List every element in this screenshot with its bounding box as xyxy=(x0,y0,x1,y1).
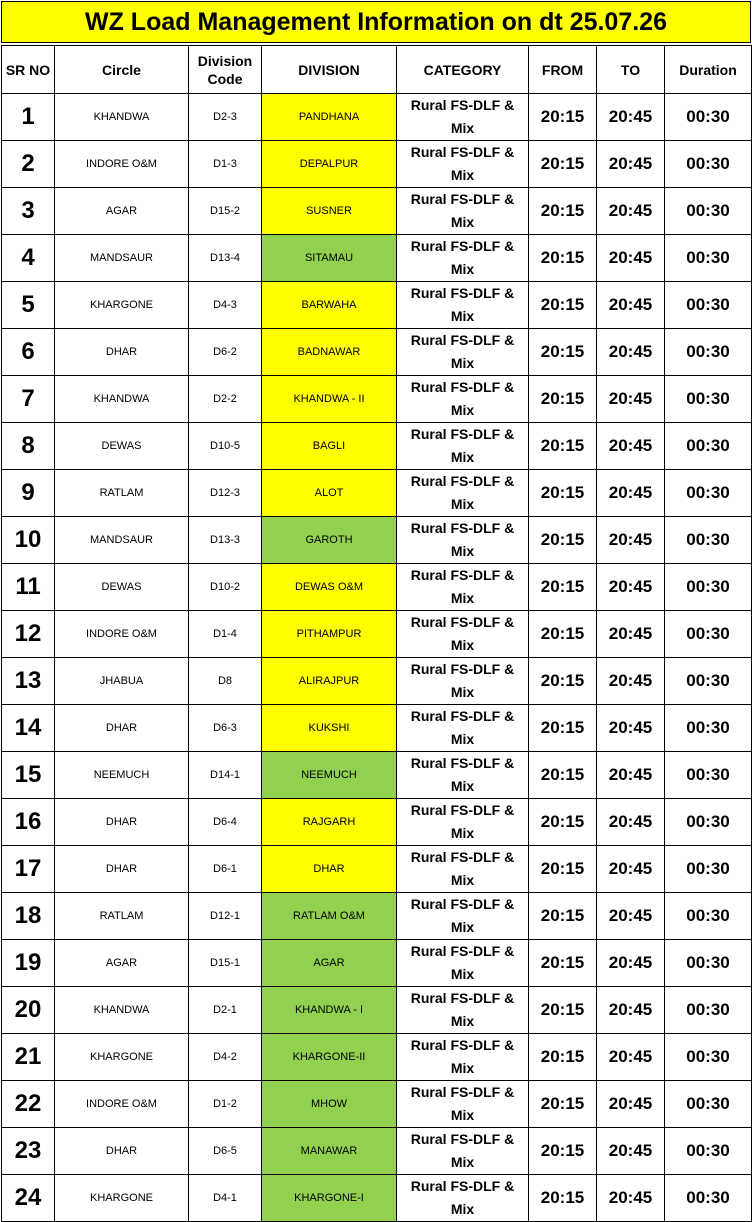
duration-cell: 00:30 xyxy=(665,611,752,658)
header-from: FROM xyxy=(529,46,597,94)
category-cell xyxy=(397,799,529,846)
header-circle: Circle xyxy=(55,46,189,94)
duration-cell: 00:30 xyxy=(665,1034,752,1081)
division-code-cell: D13-4 xyxy=(189,235,262,282)
to-time-cell: 20:45 xyxy=(597,705,665,752)
category-line2: Mix xyxy=(450,496,475,512)
circle-cell: DEWAS xyxy=(55,564,189,611)
category-line1: Rural FS-DLF & xyxy=(410,379,515,395)
duration-cell: 00:30 xyxy=(665,282,752,329)
header-division: DIVISION xyxy=(262,46,397,94)
sr-no-cell: 14 xyxy=(2,705,55,752)
table-row xyxy=(2,658,752,705)
table-row xyxy=(2,705,752,752)
category-line1: Rural FS-DLF & xyxy=(410,567,515,583)
table-row xyxy=(2,799,752,846)
division-code-cell: D1-3 xyxy=(189,141,262,188)
category-line2: Mix xyxy=(450,214,475,230)
category-line2: Mix xyxy=(450,919,475,935)
from-time-cell: 20:15 xyxy=(529,658,597,705)
division-code-cell: D8 xyxy=(189,658,262,705)
division-cell: PITHAMPUR xyxy=(262,611,397,658)
category-cell xyxy=(397,705,529,752)
from-time-cell: 20:15 xyxy=(529,987,597,1034)
duration-cell: 00:30 xyxy=(665,470,752,517)
table-row xyxy=(2,752,752,799)
category-line2: Mix xyxy=(450,1107,475,1123)
category-line2: Mix xyxy=(450,637,475,653)
from-time-cell: 20:15 xyxy=(529,470,597,517)
to-time-cell: 20:45 xyxy=(597,846,665,893)
division-code-cell: D6-2 xyxy=(189,329,262,376)
from-time-cell: 20:15 xyxy=(529,611,597,658)
category-line2: Mix xyxy=(450,308,475,324)
category-line2: Mix xyxy=(450,543,475,559)
division-code-cell: D15-1 xyxy=(189,940,262,987)
load-schedule-table xyxy=(1,45,752,1222)
table-row xyxy=(2,564,752,611)
sr-no-cell: 13 xyxy=(2,658,55,705)
category-line1: Rural FS-DLF & xyxy=(410,943,515,959)
category-line2: Mix xyxy=(450,1154,475,1170)
table-row xyxy=(2,940,752,987)
from-time-cell: 20:15 xyxy=(529,1034,597,1081)
category-cell xyxy=(397,235,529,282)
sr-no-cell: 15 xyxy=(2,752,55,799)
circle-cell: KHARGONE xyxy=(55,282,189,329)
to-time-cell: 20:45 xyxy=(597,893,665,940)
division-cell: GAROTH xyxy=(262,517,397,564)
header-division-code xyxy=(189,46,262,94)
table-row xyxy=(2,235,752,282)
to-time-cell: 20:45 xyxy=(597,611,665,658)
category-line1: Rural FS-DLF & xyxy=(410,144,515,160)
sr-no-cell: 24 xyxy=(2,1175,55,1222)
category-cell xyxy=(397,94,529,141)
division-code-cell: D4-3 xyxy=(189,282,262,329)
from-time-cell: 20:15 xyxy=(529,705,597,752)
division-cell: SUSNER xyxy=(262,188,397,235)
category-line2: Mix xyxy=(450,120,475,136)
to-time-cell: 20:45 xyxy=(597,940,665,987)
from-time-cell: 20:15 xyxy=(529,141,597,188)
category-line1: Rural FS-DLF & xyxy=(410,896,515,912)
category-line1: Rural FS-DLF & xyxy=(410,1178,515,1194)
category-cell xyxy=(397,987,529,1034)
sr-no-cell: 6 xyxy=(2,329,55,376)
category-line1: Rural FS-DLF & xyxy=(410,332,515,348)
circle-cell: KHARGONE xyxy=(55,1175,189,1222)
category-line2: Mix xyxy=(450,825,475,841)
table-row xyxy=(2,1175,752,1222)
duration-cell: 00:30 xyxy=(665,376,752,423)
sr-no-cell: 12 xyxy=(2,611,55,658)
division-cell: MANAWAR xyxy=(262,1128,397,1175)
category-line2: Mix xyxy=(450,1201,475,1217)
sr-no-cell: 23 xyxy=(2,1128,55,1175)
to-time-cell: 20:45 xyxy=(597,752,665,799)
division-code-cell: D12-1 xyxy=(189,893,262,940)
division-code-cell: D10-2 xyxy=(189,564,262,611)
table-row xyxy=(2,470,752,517)
from-time-cell: 20:15 xyxy=(529,1128,597,1175)
division-code-cell: D10-5 xyxy=(189,423,262,470)
table-row xyxy=(2,1034,752,1081)
category-cell xyxy=(397,470,529,517)
circle-cell: JHABUA xyxy=(55,658,189,705)
circle-cell: KHANDWA xyxy=(55,376,189,423)
category-cell xyxy=(397,376,529,423)
category-line1: Rural FS-DLF & xyxy=(410,1084,515,1100)
division-cell: AGAR xyxy=(262,940,397,987)
to-time-cell: 20:45 xyxy=(597,141,665,188)
division-cell: DEPALPUR xyxy=(262,141,397,188)
category-cell xyxy=(397,846,529,893)
circle-cell: MANDSAUR xyxy=(55,235,189,282)
category-line1: Rural FS-DLF & xyxy=(410,426,515,442)
sr-no-cell: 21 xyxy=(2,1034,55,1081)
category-cell xyxy=(397,141,529,188)
header-division-code-line2: Code xyxy=(207,70,243,87)
header-duration: Duration xyxy=(665,46,752,94)
table-row xyxy=(2,517,752,564)
table-row xyxy=(2,423,752,470)
division-cell: DHAR xyxy=(262,846,397,893)
from-time-cell: 20:15 xyxy=(529,1175,597,1222)
sr-no-cell: 20 xyxy=(2,987,55,1034)
to-time-cell: 20:45 xyxy=(597,282,665,329)
sr-no-cell: 9 xyxy=(2,470,55,517)
duration-cell: 00:30 xyxy=(665,188,752,235)
division-code-cell: D12-3 xyxy=(189,470,262,517)
to-time-cell: 20:45 xyxy=(597,658,665,705)
to-time-cell: 20:45 xyxy=(597,376,665,423)
duration-cell: 00:30 xyxy=(665,1175,752,1222)
to-time-cell: 20:45 xyxy=(597,799,665,846)
from-time-cell: 20:15 xyxy=(529,423,597,470)
category-line2: Mix xyxy=(450,731,475,747)
category-line2: Mix xyxy=(450,167,475,183)
division-code-cell: D6-5 xyxy=(189,1128,262,1175)
from-time-cell: 20:15 xyxy=(529,846,597,893)
table-row xyxy=(2,846,752,893)
duration-cell: 00:30 xyxy=(665,94,752,141)
division-cell: BAGLI xyxy=(262,423,397,470)
table-row xyxy=(2,141,752,188)
to-time-cell: 20:45 xyxy=(597,1034,665,1081)
circle-cell: DHAR xyxy=(55,846,189,893)
circle-cell: AGAR xyxy=(55,940,189,987)
category-line1: Rural FS-DLF & xyxy=(410,520,515,536)
duration-cell: 00:30 xyxy=(665,235,752,282)
header-category: CATEGORY xyxy=(397,46,529,94)
sr-no-cell: 4 xyxy=(2,235,55,282)
to-time-cell: 20:45 xyxy=(597,1081,665,1128)
circle-cell: INDORE O&M xyxy=(55,1081,189,1128)
duration-cell: 00:30 xyxy=(665,846,752,893)
circle-cell: DHAR xyxy=(55,799,189,846)
sr-no-cell: 10 xyxy=(2,517,55,564)
duration-cell: 00:30 xyxy=(665,987,752,1034)
category-line2: Mix xyxy=(450,684,475,700)
category-line1: Rural FS-DLF & xyxy=(410,990,515,1006)
table-row xyxy=(2,987,752,1034)
category-line2: Mix xyxy=(450,590,475,606)
category-cell xyxy=(397,517,529,564)
division-cell: ALOT xyxy=(262,470,397,517)
category-cell xyxy=(397,1128,529,1175)
sr-no-cell: 16 xyxy=(2,799,55,846)
from-time-cell: 20:15 xyxy=(529,282,597,329)
division-cell: KHARGONE-II xyxy=(262,1034,397,1081)
division-cell: KHARGONE-I xyxy=(262,1175,397,1222)
header-sr-no: SR NO xyxy=(2,46,55,94)
table-body xyxy=(2,94,752,1222)
category-line1: Rural FS-DLF & xyxy=(410,285,515,301)
duration-cell: 00:30 xyxy=(665,329,752,376)
category-line2: Mix xyxy=(450,966,475,982)
sr-no-cell: 19 xyxy=(2,940,55,987)
category-cell xyxy=(397,188,529,235)
circle-cell: INDORE O&M xyxy=(55,141,189,188)
circle-cell: DHAR xyxy=(55,329,189,376)
category-cell xyxy=(397,940,529,987)
from-time-cell: 20:15 xyxy=(529,94,597,141)
category-line1: Rural FS-DLF & xyxy=(410,661,515,677)
division-code-cell: D6-4 xyxy=(189,799,262,846)
category-line1: Rural FS-DLF & xyxy=(410,1037,515,1053)
division-cell: KHANDWA - I xyxy=(262,987,397,1034)
division-code-cell: D4-1 xyxy=(189,1175,262,1222)
category-line2: Mix xyxy=(450,1013,475,1029)
to-time-cell: 20:45 xyxy=(597,517,665,564)
sr-no-cell: 1 xyxy=(2,94,55,141)
duration-cell: 00:30 xyxy=(665,940,752,987)
to-time-cell: 20:45 xyxy=(597,423,665,470)
duration-cell: 00:30 xyxy=(665,705,752,752)
category-line1: Rural FS-DLF & xyxy=(410,191,515,207)
duration-cell: 00:30 xyxy=(665,1128,752,1175)
category-line1: Rural FS-DLF & xyxy=(410,708,515,724)
to-time-cell: 20:45 xyxy=(597,1128,665,1175)
category-line1: Rural FS-DLF & xyxy=(410,849,515,865)
division-cell: BARWAHA xyxy=(262,282,397,329)
table-row xyxy=(2,282,752,329)
division-cell: RATLAM O&M xyxy=(262,893,397,940)
division-code-cell: D6-3 xyxy=(189,705,262,752)
header-to: TO xyxy=(597,46,665,94)
division-cell: NEEMUCH xyxy=(262,752,397,799)
sheet-title: WZ Load Management Information on dt 25.07.26 xyxy=(1,1,751,43)
circle-cell: DHAR xyxy=(55,705,189,752)
to-time-cell: 20:45 xyxy=(597,188,665,235)
duration-cell: 00:30 xyxy=(665,658,752,705)
from-time-cell: 20:15 xyxy=(529,235,597,282)
category-cell xyxy=(397,1034,529,1081)
division-code-cell: D14-1 xyxy=(189,752,262,799)
to-time-cell: 20:45 xyxy=(597,470,665,517)
circle-cell: KHARGONE xyxy=(55,1034,189,1081)
category-cell xyxy=(397,329,529,376)
duration-cell: 00:30 xyxy=(665,1081,752,1128)
division-code-cell: D2-1 xyxy=(189,987,262,1034)
division-code-cell: D2-2 xyxy=(189,376,262,423)
sr-no-cell: 11 xyxy=(2,564,55,611)
category-line2: Mix xyxy=(450,872,475,888)
category-line2: Mix xyxy=(450,449,475,465)
duration-cell: 00:30 xyxy=(665,141,752,188)
from-time-cell: 20:15 xyxy=(529,329,597,376)
from-time-cell: 20:15 xyxy=(529,517,597,564)
table-row xyxy=(2,329,752,376)
division-cell: RAJGARH xyxy=(262,799,397,846)
table-row xyxy=(2,94,752,141)
circle-cell: MANDSAUR xyxy=(55,517,189,564)
duration-cell: 00:30 xyxy=(665,893,752,940)
circle-cell: NEEMUCH xyxy=(55,752,189,799)
circle-cell: RATLAM xyxy=(55,470,189,517)
circle-cell: KHANDWA xyxy=(55,94,189,141)
sr-no-cell: 18 xyxy=(2,893,55,940)
from-time-cell: 20:15 xyxy=(529,376,597,423)
table-row xyxy=(2,1081,752,1128)
division-cell: KHANDWA - II xyxy=(262,376,397,423)
duration-cell: 00:30 xyxy=(665,799,752,846)
sr-no-cell: 7 xyxy=(2,376,55,423)
category-cell xyxy=(397,282,529,329)
from-time-cell: 20:15 xyxy=(529,799,597,846)
category-cell xyxy=(397,423,529,470)
from-time-cell: 20:15 xyxy=(529,893,597,940)
division-cell: ALIRAJPUR xyxy=(262,658,397,705)
category-line2: Mix xyxy=(450,261,475,277)
category-line1: Rural FS-DLF & xyxy=(410,473,515,489)
from-time-cell: 20:15 xyxy=(529,940,597,987)
category-line1: Rural FS-DLF & xyxy=(410,238,515,254)
category-cell xyxy=(397,658,529,705)
to-time-cell: 20:45 xyxy=(597,235,665,282)
division-cell: SITAMAU xyxy=(262,235,397,282)
table-row xyxy=(2,1128,752,1175)
header-row xyxy=(2,46,752,94)
from-time-cell: 20:15 xyxy=(529,188,597,235)
division-cell: PANDHANA xyxy=(262,94,397,141)
category-line2: Mix xyxy=(450,355,475,371)
from-time-cell: 20:15 xyxy=(529,564,597,611)
category-line2: Mix xyxy=(450,1060,475,1076)
division-code-cell: D4-2 xyxy=(189,1034,262,1081)
from-time-cell: 20:15 xyxy=(529,752,597,799)
category-line1: Rural FS-DLF & xyxy=(410,614,515,630)
to-time-cell: 20:45 xyxy=(597,987,665,1034)
category-line1: Rural FS-DLF & xyxy=(410,1131,515,1147)
division-cell: KUKSHI xyxy=(262,705,397,752)
category-line2: Mix xyxy=(450,778,475,794)
duration-cell: 00:30 xyxy=(665,423,752,470)
category-cell xyxy=(397,893,529,940)
from-time-cell: 20:15 xyxy=(529,1081,597,1128)
table-row xyxy=(2,611,752,658)
sr-no-cell: 22 xyxy=(2,1081,55,1128)
category-cell xyxy=(397,564,529,611)
sr-no-cell: 3 xyxy=(2,188,55,235)
sr-no-cell: 5 xyxy=(2,282,55,329)
category-cell xyxy=(397,1081,529,1128)
division-code-cell: D1-2 xyxy=(189,1081,262,1128)
to-time-cell: 20:45 xyxy=(597,94,665,141)
sr-no-cell: 8 xyxy=(2,423,55,470)
category-cell xyxy=(397,752,529,799)
category-line1: Rural FS-DLF & xyxy=(410,755,515,771)
category-line1: Rural FS-DLF & xyxy=(410,802,515,818)
duration-cell: 00:30 xyxy=(665,752,752,799)
to-time-cell: 20:45 xyxy=(597,329,665,376)
division-code-cell: D1-4 xyxy=(189,611,262,658)
division-cell: MHOW xyxy=(262,1081,397,1128)
table-row xyxy=(2,188,752,235)
category-cell xyxy=(397,611,529,658)
table-row xyxy=(2,376,752,423)
division-cell: BADNAWAR xyxy=(262,329,397,376)
category-cell xyxy=(397,1175,529,1222)
category-line2: Mix xyxy=(450,402,475,418)
circle-cell: AGAR xyxy=(55,188,189,235)
sr-no-cell: 2 xyxy=(2,141,55,188)
header-division-code-line1: Division xyxy=(197,52,253,69)
to-time-cell: 20:45 xyxy=(597,564,665,611)
circle-cell: DEWAS xyxy=(55,423,189,470)
table-row xyxy=(2,893,752,940)
division-code-cell: D13-3 xyxy=(189,517,262,564)
duration-cell: 00:30 xyxy=(665,517,752,564)
division-code-cell: D2-3 xyxy=(189,94,262,141)
circle-cell: DHAR xyxy=(55,1128,189,1175)
circle-cell: INDORE O&M xyxy=(55,611,189,658)
division-cell: DEWAS O&M xyxy=(262,564,397,611)
division-code-cell: D6-1 xyxy=(189,846,262,893)
duration-cell: 00:30 xyxy=(665,564,752,611)
circle-cell: KHANDWA xyxy=(55,987,189,1034)
division-code-cell: D15-2 xyxy=(189,188,262,235)
to-time-cell: 20:45 xyxy=(597,1175,665,1222)
circle-cell: RATLAM xyxy=(55,893,189,940)
sr-no-cell: 17 xyxy=(2,846,55,893)
category-line1: Rural FS-DLF & xyxy=(410,97,515,113)
